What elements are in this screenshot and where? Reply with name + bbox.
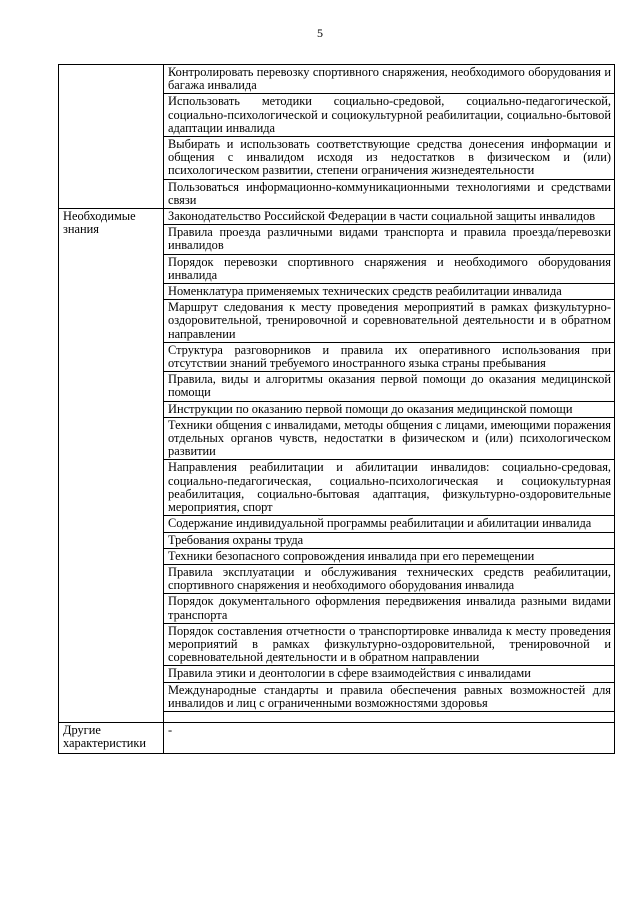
knowledge-item: Техники безопасного сопровождения инвалида при его перемещении <box>164 548 615 564</box>
knowledge-item: Маршрут следования к месту проведения мероприятий в рамках физкультурно-оздоровительной, тренировочной и соревновательной деятельности и в обратном направлении <box>164 300 615 343</box>
knowledge-item: Правила, виды и алгоритмы оказания первой помощи до оказания медицинской помощи <box>164 372 615 401</box>
table-row <box>59 722 615 753</box>
knowledge-item: Правила эксплуатации и обслуживания технических средств реабилитации, спортивного снаряжения и необходимого оборудования инвалида <box>164 564 615 593</box>
other-label: Другие характеристики <box>59 722 164 753</box>
requirements-table <box>58 64 615 754</box>
knowledge-item: Инструкции по оказанию первой помощи до оказания медицинской помощи <box>164 401 615 417</box>
knowledge-item: Законодательство Российской Федерации в части социальной защиты инвалидов <box>164 209 615 225</box>
knowledge-item: Структура разговорников и правила их оперативного использования при отсутствии знаний требуемого иностранного языка страны пребывания <box>164 342 615 371</box>
skill-item: Пользоваться информационно-коммуникационными технологиями и средствами связи <box>164 179 615 208</box>
knowledge-item: Правила этики и деонтологии в сфере взаимодействия с инвалидами <box>164 666 615 682</box>
knowledge-item: Содержание индивидуальной программы реабилитации и абилитации инвалида <box>164 516 615 532</box>
other-value: - <box>164 722 615 753</box>
knowledge-label: Необходимые знания <box>59 209 164 723</box>
skill-item: Использовать методики социально-средовой, социально-педагогической, социально-психологической и социокультурной реабилитации, социально-бытовой адаптации инвалида <box>164 94 615 137</box>
requirements-table-body <box>59 65 615 754</box>
skills-label-cell <box>59 65 164 209</box>
skill-item: Контролировать перевозку спортивного снаряжения, необходимого оборудования и багажа инвалида <box>164 65 615 94</box>
knowledge-item: Требования охраны труда <box>164 532 615 548</box>
skill-item: Выбирать и использовать соответствующие средства донесения информации и общения с инвалидом исходя из недостатков в физическом и (или) психологическом развитии, степени ограничения жизнедеятельности <box>164 137 615 180</box>
knowledge-item: Техники общения с инвалидами, методы общения с лицами, имеющими поражения отдельных органов чувств, недостатки в физическом и (или) психологическом развитии <box>164 417 615 460</box>
table-row <box>59 65 615 94</box>
empty-cell <box>164 711 615 722</box>
knowledge-item: Номенклатура применяемых технических средств реабилитации инвалида <box>164 284 615 300</box>
knowledge-item: Порядок составления отчетности о транспортировке инвалида к месту проведения мероприятий в рамках физкультурно-оздоровительной, тренировочной и соревновательной деятельности и в обратном направлении <box>164 623 615 666</box>
table-row <box>59 209 615 225</box>
knowledge-item: Порядок перевозки спортивного снаряжения и необходимого оборудования инвалида <box>164 254 615 283</box>
knowledge-item: Порядок документального оформления передвижения инвалида разными видами транспорта <box>164 594 615 623</box>
knowledge-item: Правила проезда различными видами транспорта и правила проезда/перевозки инвалидов <box>164 225 615 254</box>
knowledge-item: Направления реабилитации и абилитации инвалидов: социально-средовая, социально-педагогическая, социально-психологическая и социокультурная реабилитация, социально-бытовая адаптация, физкультурно-оздоровительные мероприятия, спорт <box>164 460 615 516</box>
page-number: 5 <box>317 26 323 40</box>
knowledge-item: Международные стандарты и правила обеспечения равных возможностей для инвалидов и лиц с ограниченными возможностями здоровья <box>164 682 615 711</box>
